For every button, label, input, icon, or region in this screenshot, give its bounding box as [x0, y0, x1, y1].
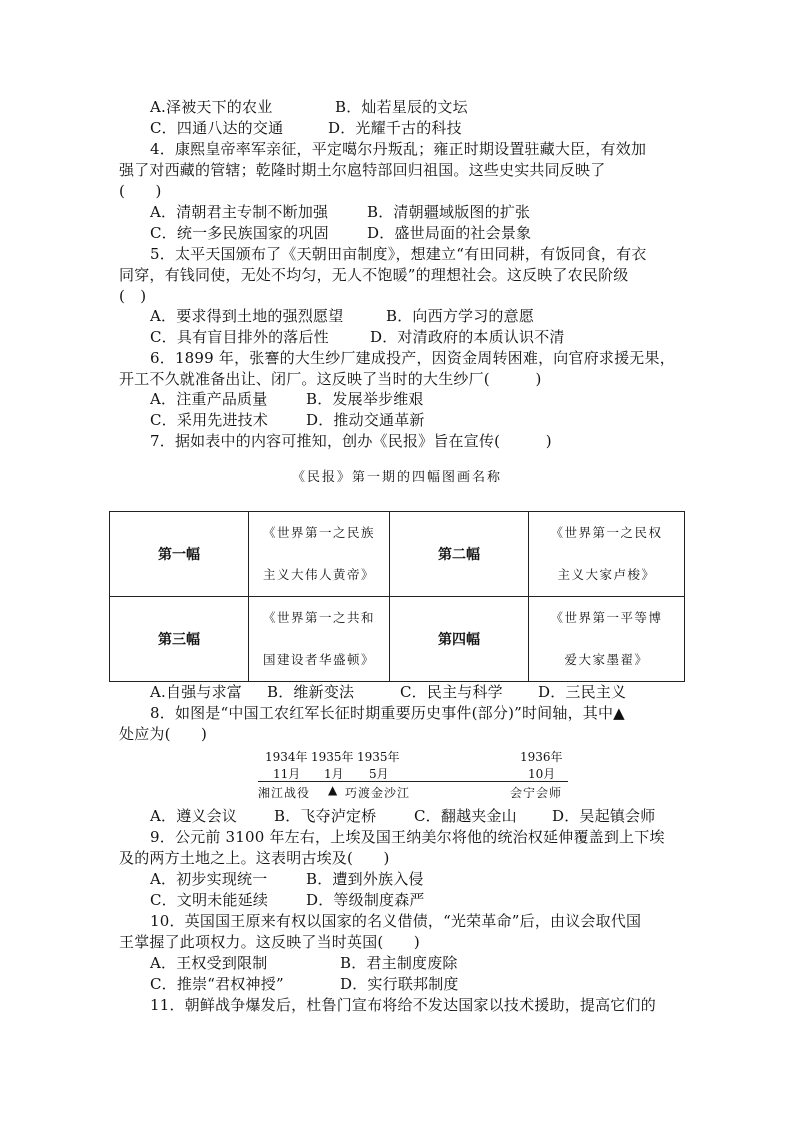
option-d: D．对清政府的本质认识不清 — [370, 328, 565, 346]
question-5-stem-line-2: 同穿，有钱同使，无处不均匀，无人不饱暖”的理想社会。这反映了农民阶级 — [119, 266, 629, 284]
question-10-stem-line-2: 王掌握了此项权力。这反映了当时英国( ) — [119, 933, 420, 951]
option-c: C．民主与科学 — [400, 683, 503, 701]
timeline-triangle-marker: ▲ — [328, 783, 338, 797]
cell-line-2: 国建设者华盛顿》 — [262, 652, 375, 667]
option-b: B．遭到外族入侵 — [306, 870, 424, 888]
cell-line-2: 主义大伟人黄帝》 — [262, 567, 375, 582]
option-d: D．三民主义 — [538, 683, 627, 701]
option-b: B．灿若星辰的文坛 — [335, 98, 468, 116]
table-cell — [249, 597, 390, 682]
question-6-stem-line-1: 6．1899 年，张謇的大生纱厂建成投产，因资金周转困难，向官府求援无果， — [150, 349, 675, 367]
question-7-stem: 7．据如表中的内容可推知，创办《民报》旨在宣传( ) — [150, 432, 552, 450]
cell-line-1: 《世界第一之民族 — [262, 525, 375, 540]
timeline-year: 1935年 — [311, 750, 354, 764]
option-a: A．要求得到土地的强烈愿望 — [150, 307, 344, 325]
option-d: D．盛世局面的社会景象 — [367, 224, 532, 242]
timeline-event: 巧渡金沙江 — [345, 786, 411, 800]
option-c: C．翻越夹金山 — [414, 807, 517, 825]
option-a: A．注重产品质量 — [150, 390, 268, 408]
question-10-stem-line-1: 10．英国国王原来有权以国家的名义借债，“光荣革命”后，由议会取代国 — [150, 912, 642, 930]
cell-line-1: 《世界第一平等博 — [550, 610, 663, 625]
timeline-event: 湘江战役 — [258, 786, 311, 800]
question-8-stem-line-1: 8．如图是“中国工农红军长征时期重要历史事件(部分)”时间轴，其中▲ — [150, 704, 625, 722]
timeline-year: 1935年 — [357, 750, 400, 764]
option-a: A．初步实现统一 — [150, 870, 268, 888]
option-a: A.自强与求富 — [150, 683, 243, 701]
timeline-year: 1936年 — [520, 750, 563, 764]
table-label-cell: 第一幅 — [110, 512, 249, 597]
minbao-pictures-table — [109, 511, 685, 682]
question-6-stem-line-2: 开工不久就准备出让、闭厂。这反映了当时的大生纱厂( ) — [119, 370, 542, 388]
table-label-cell: 第二幅 — [390, 512, 529, 597]
option-a: A.泽被天下的农业 — [150, 98, 273, 116]
option-c: C．采用先进技术 — [150, 411, 269, 429]
option-d: D．实行联邦制度 — [340, 975, 459, 993]
cell-line-1: 《世界第一之共和 — [262, 610, 375, 625]
option-b: B．清朝疆域版图的扩张 — [367, 203, 531, 221]
timeline-year: 1934年 — [265, 750, 308, 764]
timeline-event: 会宁会师 — [510, 786, 563, 800]
question-9-stem-line-2: 及的两方土地之上。这表明古埃及( ) — [119, 849, 390, 867]
table-label-cell: 第四幅 — [390, 597, 529, 682]
timeline-month: 11月 — [273, 767, 301, 781]
option-a: A．遵义会议 — [150, 807, 238, 825]
option-d: D．吴起镇会师 — [552, 807, 656, 825]
question-4-stem-line-2: 强了对西藏的管辖；乾隆时期土尔扈特部回归祖国。这些史实共同反映了 — [119, 161, 606, 179]
table-row — [110, 512, 685, 597]
table-cell — [249, 512, 390, 597]
cell-line-2: 主义大家卢梭》 — [557, 567, 656, 582]
option-c: C．统一多民族国家的巩固 — [150, 224, 329, 242]
table-cell — [529, 597, 685, 682]
question-5-stem-line-1: 5．太平天国颁布了《天朝田亩制度》，想建立“有田同耕，有饭同食，有衣 — [150, 245, 647, 263]
option-d: D．推动交通革新 — [306, 411, 425, 429]
option-a: A．王权受到限制 — [150, 954, 268, 972]
question-9-stem-line-1: 9．公元前 3100 年左右，上埃及国王纳美尔将他的统治权延伸覆盖到上下埃 — [150, 828, 665, 846]
option-b: B．君主制度废除 — [340, 954, 458, 972]
timeline-month: 10月 — [528, 767, 556, 781]
option-c: C．四通八达的交通 — [150, 119, 284, 137]
timeline-month: 5月 — [369, 767, 389, 781]
option-d: D．光耀千古的科技 — [328, 119, 462, 137]
question-8-stem-line-2: 处应为( ) — [119, 725, 208, 743]
timeline-axis — [258, 781, 568, 782]
option-a: A．清朝君主专制不断加强 — [150, 203, 329, 221]
cell-line-2: 爱大家墨翟》 — [564, 652, 649, 667]
table-caption: 《民报》第一期的四幅图画名称 — [291, 470, 502, 485]
question-4-answer-blank: ( ) — [119, 182, 162, 200]
option-c: C．文明未能延续 — [150, 891, 269, 909]
table-cell — [529, 512, 685, 597]
question-5-answer-blank: ( ) — [119, 287, 147, 305]
option-b: B．向西方学习的意愿 — [386, 307, 535, 325]
question-4-stem-line-1: 4．康熙皇帝率军亲征，平定噶尔丹叛乱；雍正时期设置驻藏大臣，有效加 — [150, 140, 647, 158]
option-b: B．飞夺泸定桥 — [274, 807, 377, 825]
option-b: B．维新变法 — [267, 683, 355, 701]
option-c: C．推崇“君权神授” — [150, 975, 284, 993]
option-b: B．发展举步维艰 — [306, 390, 424, 408]
cell-line-1: 《世界第一之民权 — [550, 525, 663, 540]
timeline-month: 1月 — [324, 767, 344, 781]
question-11-stem-line-1: 11．朝鲜战争爆发后，杜鲁门宣布将给不发达国家以技术援助，提高它们的 — [150, 996, 656, 1014]
option-c: C．具有盲目排外的落后性 — [150, 328, 329, 346]
option-d: D．等级制度森严 — [306, 891, 425, 909]
table-row — [110, 597, 685, 682]
table-label-cell: 第三幅 — [110, 597, 249, 682]
